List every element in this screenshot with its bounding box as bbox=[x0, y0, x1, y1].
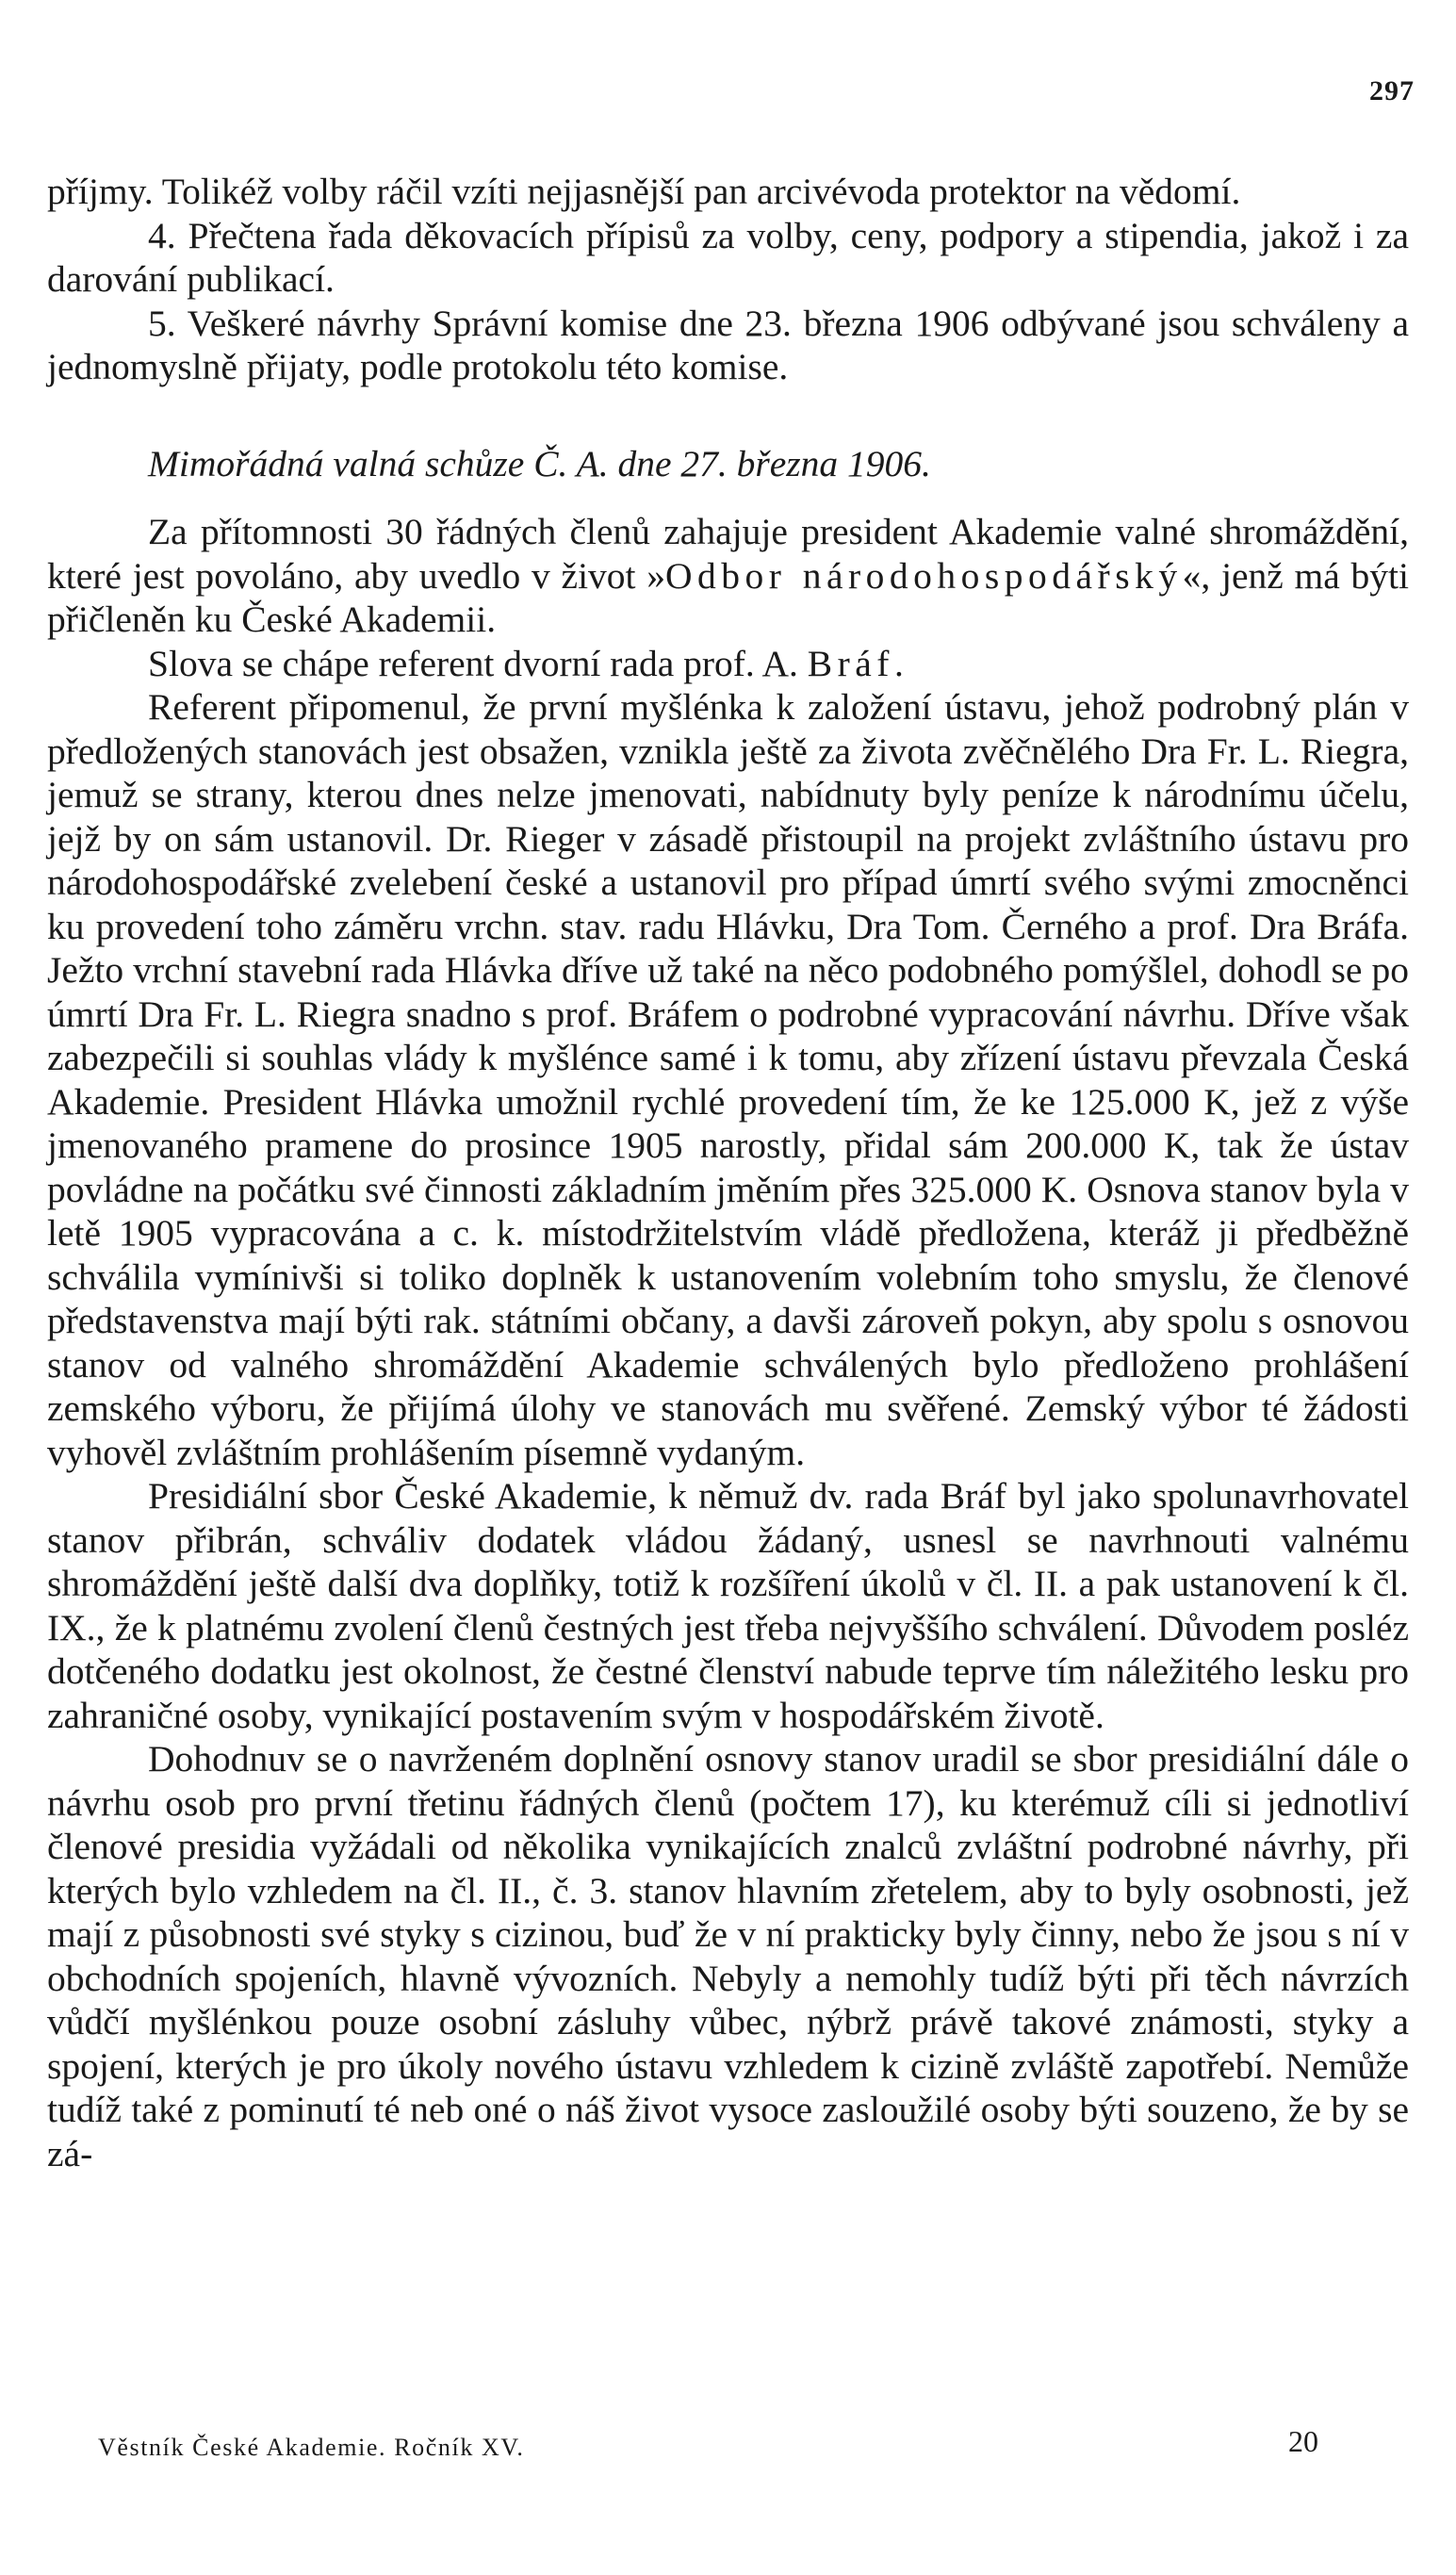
paragraph-report: Referent připomenul, že první myšlénka k založení ústavu, jehož podrobný plán v předložených stanovách jest obsažen, vznikla ještě za života zvěčnělého Dra Fr. L. Riegra, jemuž se strany, kterou dnes nelze jmenovati, nabídnuty byly peníze k národnímu účelu, jejž by on sám ustanovil. Dr. Rieger v zásadě přistoupil na projekt zvláštního ústavu pro národohospodářské zvelebení české a ustanovil pro případ úmrtí svého svými zmocněnci ku provedení toho záměru vrchn. stav. radu Hlávku, Dra Tom. Černého a prof. Dra Bráfa. Ježto vrchní stavební rada Hlávka dříve už také na něco podobného pomýšlel, dohodl se po úmrtí Dra Fr. L. Riegra snadno s prof. Bráfem o podrobné vypracování návrhu. Dříve však zabezpečili si souhlas vlády k myšlénce samé i k tomu, aby zřízení ústavu převzala Česká Akademie. President Hlávka umožnil rychlé provedení tím, že ke 125.000 K, jež z výše jmenovaného pramene do prosince 1905 narostly, přidal sám 200.000 K, tak že ústav povládne na počátku své činnosti základním jměním přes 325.000 K. Osnova stanov byla v letě 1905 vypracována a c. k. místodržitelstvím vládě předložena, kteráž ji předběžně schválila vymínivši si toliko doplněk k ustanovením volebním toho smyslu, že členové představenstva mají býti rak. státními občany, a davši zároveň pokyn, aby spolu s osnovou stanov od valného shromáždění Akademie schválených bylo předloženo prohlášení zemského výboru, že přijímá úlohy ve stanovách mu svěřené. Zemský výbor té žádosti vyhověl zvláštním prohlášením písemně vydaným. bbox=[47, 686, 1409, 1473]
referent-text-a: Slova se chápe referent dvorní rada prof. A. bbox=[148, 642, 808, 684]
sheet-number: 20 bbox=[1288, 2424, 1318, 2458]
section-heading: Mimořádná valná schůze Č. A. dne 27. března 1906. bbox=[148, 442, 931, 484]
opening-text-a: Za přítomnosti 30 řádných členů zahajuje president Akademie valné shromáždění, které jest povoláno, aby uvedlo v život » bbox=[47, 511, 1409, 597]
paragraph-members: Dohodnuv se o navrženém doplnění osnovy stanov uradil se sbor presidiální dále o návrhu osob pro první třetinu řádných členů (počtem 17), ku kterémuž cíli si jednotliví členové presidia vyžádali od několika vynikajících znalců zvláštní podrobné návrhy, při kterých bylo vzhledem na čl. II., č. 3. stanov hlavním zřetelem, aby to byly osobnosti, jež mají z působnosti své styky s cizinou, buď že v ní prakticky byly činny, nebo že jsou s ní v obchodních spojeních, hlavně vývozních. Nebyly a nemohly tudíž býti při těch návrzích vůdčí myšlénkou pouze osobní zásluhy vůbec, nýbrž právě takové známosti, styky a spojení, kterých je pro úkoly nového ústavu vzhledem k cizině zvláště zapotřebí. Nemůže tudíž také z pominutí té neb oné o náš život vysoce zasloužilé osoby býti souzeno, že by se zá- bbox=[47, 1738, 1409, 2174]
referent-name: Bráf bbox=[807, 642, 894, 684]
body-text bbox=[47, 170, 1409, 2175]
paragraph-item-5: 5. Veškeré návrhy Správní komise dne 23. března 1906 odbývané jsou schváleny a jednomyslně přijaty, podle protokolu této komise. bbox=[47, 302, 1409, 387]
odbor-name: Odbor národohospodářský bbox=[665, 554, 1183, 597]
journal-title: Věstník České Akademie. Ročník XV. bbox=[98, 2434, 525, 2461]
page-number: 297 bbox=[1369, 75, 1415, 107]
paragraph-referent bbox=[47, 642, 1409, 686]
paragraph-presidium: Presidiální sbor České Akademie, k němuž dv. rada Bráf byl jako spolunavrhovatel stanov přibrán, schváliv dodatek vládou žádaný, usnesl se navrhnouti valnému shromáždění ještě další dva doplňky, totiž k rozšíření úkolů v čl. II. a pak ustanovení k čl. IX., že k platnému zvolení členů čestných jest třeba nejvyššího schválení. Důvodem posléz dotčeného dodatku jest okolnost, že čestné členství nabude teprve tím náležitého lesku pro zahraničné osoby, vynikající postavením svým v hospodářském životě. bbox=[47, 1475, 1409, 1736]
paragraph-item-4: 4. Přečtena řada děkovacích přípisů za volby, ceny, podpory a stipendia, jakož i za darování publikací. bbox=[47, 214, 1409, 300]
referent-text-b: . bbox=[893, 642, 904, 684]
paragraph-opening bbox=[47, 510, 1409, 642]
opening-text-b: «, jenž má býti přičleněn ku České Akademii. bbox=[47, 554, 1409, 640]
page-footer bbox=[98, 2424, 1361, 2462]
paragraph-1: příjmy. Tolikéž volby ráčil vzíti nejjasnější pan arcivévoda protektor na vědomí. bbox=[47, 171, 1241, 212]
